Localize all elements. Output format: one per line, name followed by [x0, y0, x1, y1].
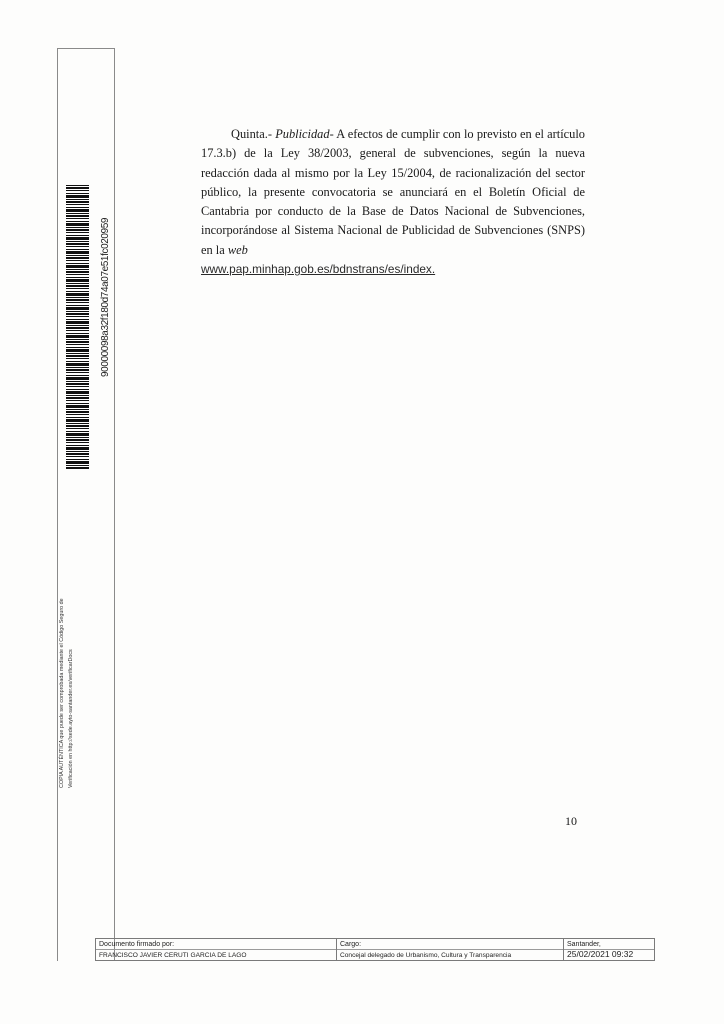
barcode-code: 90000098a32f180d74a07e51fc020959 — [100, 217, 111, 377]
place-label: Santander, — [567, 941, 601, 948]
verification-line-2: Verificación en http://sede.ayto-santander.es/verificarDocs — [68, 649, 74, 788]
signed-by-value: FRANCISCO JAVIER CERUTI GARCIA DE LAGO — [99, 952, 247, 959]
position-label: Cargo: — [340, 941, 362, 948]
position-cell — [336, 938, 564, 961]
cell-divider — [96, 949, 336, 950]
position-value: Concejal delegado de Urbanismo, Cultura y Transparencia — [340, 952, 512, 959]
clause-web-word: web — [227, 242, 248, 257]
cell-divider — [337, 949, 563, 950]
signed-by-label: Documento firmado por: — [99, 941, 175, 948]
verification-line-1: COPIA AUTÉNTICA que puede ser comprobada mediante el Código Seguro de — [59, 598, 65, 788]
date-cell — [563, 938, 655, 961]
page-number: 10 — [565, 814, 577, 828]
verification-note — [58, 538, 80, 788]
clause-text: A efectos de cumplir con lo previsto en el artículo 17.3.b) de la Ley 38/2003, general de subvenciones, según la nueva redacción dada al mismo por la Ley 15/2004, de racionalización del sector público, la presente convocatoria se anunciará en el Boletín Oficial de Cantabria por conducto de la Base de Datos Nacional de Subvenciones, incorporándose al Sistema Nacional de Publicidad de Subvenciones (SNPS) en la — [201, 127, 585, 257]
bdns-url-link[interactable]: www.pap.minhap.gob.es/bdnstrans/es/index. — [201, 262, 436, 277]
signature-date: 25/02/2021 09:32 — [567, 949, 634, 959]
signed-by-cell — [95, 938, 337, 961]
clause-number: Quinta.- — [231, 127, 276, 141]
clause-title: Publicidad- — [275, 127, 334, 141]
clause-paragraph — [201, 125, 585, 279]
barcode-image — [66, 185, 89, 470]
signature-box — [95, 938, 655, 961]
